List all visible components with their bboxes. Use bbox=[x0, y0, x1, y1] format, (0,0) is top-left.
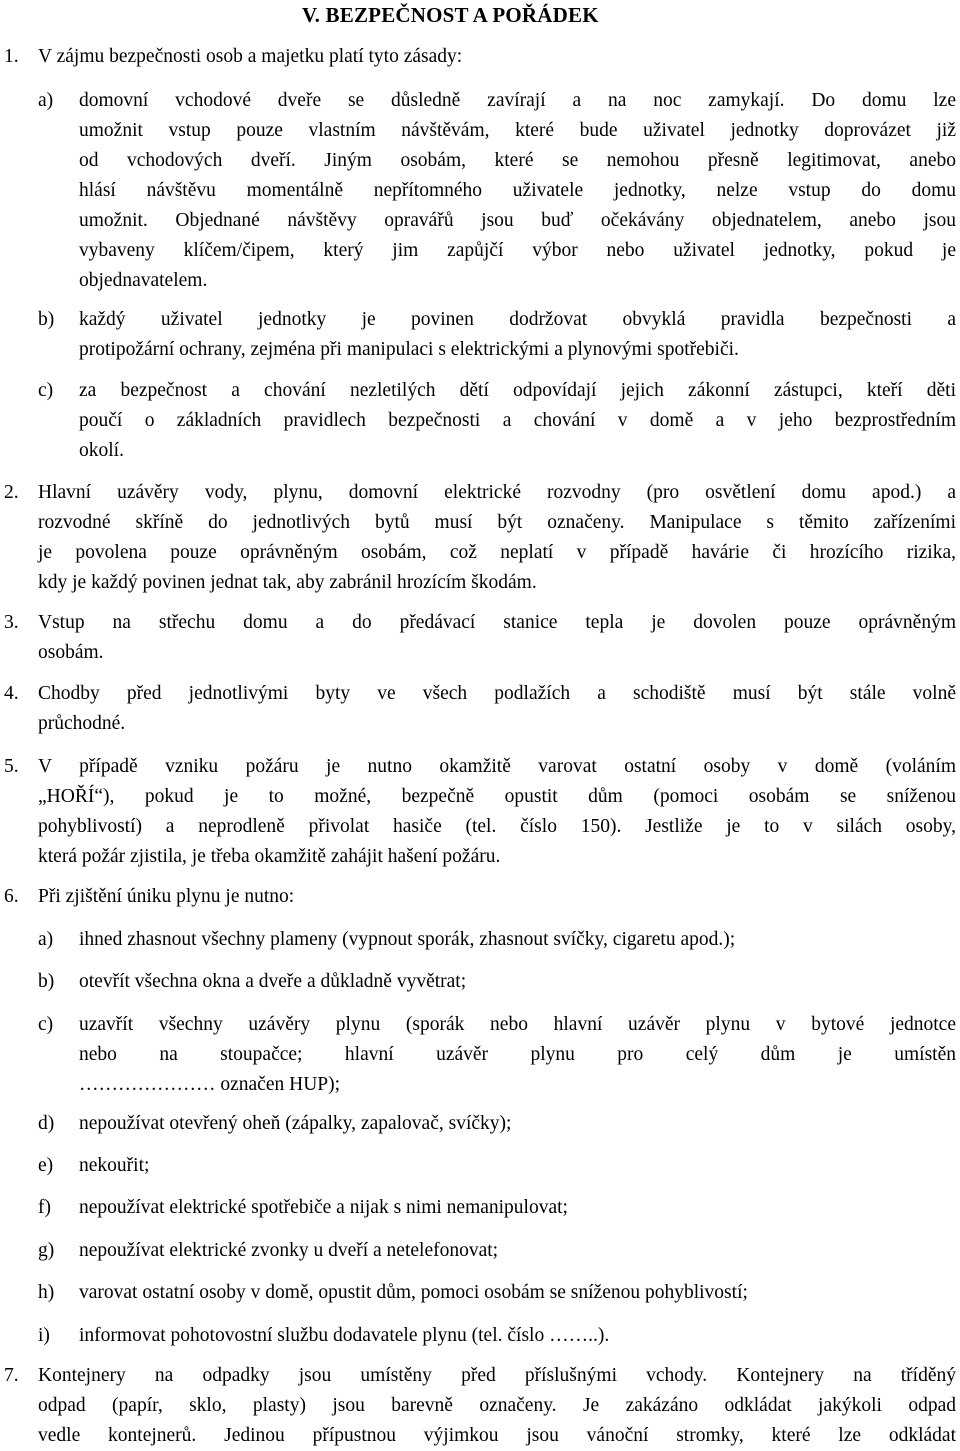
text-line: umožnit. Objednané návštěvy opravářů jsou buď očekávány objednatelem, anebo jsou bbox=[79, 210, 956, 231]
item-label: i) bbox=[38, 1325, 50, 1346]
item-label: h) bbox=[38, 1282, 55, 1303]
text-line: každý uživatel jednotky je povinen dodržovat obvyklá pravidla bezpečnosti a bbox=[79, 309, 956, 330]
text-line: Vstup na střechu domu a do předávací stanice tepla je dovolen pouze oprávněným bbox=[38, 612, 956, 633]
item-label: f) bbox=[38, 1197, 51, 1218]
section-heading: V. BEZPEČNOST A POŘÁDEK bbox=[302, 3, 599, 27]
text-line: za bezpečnost a chování nezletilých dětí odpovídají jejich zákonní zástupci, kteří děti bbox=[79, 380, 956, 401]
text-line: rozvodné skříně do jednotlivých bytů musí být označeny. Manipulace s těmito zařízeními bbox=[38, 512, 956, 533]
list-item-text: nekouřit; bbox=[79, 1155, 150, 1176]
list-item-text: nepoužívat elektrické zvonky u dveří a netelefonovat; bbox=[79, 1240, 499, 1261]
list-item-text: varovat ostatní osoby v domě, opustit dům, pomoci osobám se sníženou pohyblivostí; bbox=[79, 1282, 748, 1303]
paragraph bbox=[79, 305, 956, 365]
text-line: objednavatelem. bbox=[79, 270, 208, 291]
paragraph bbox=[38, 608, 956, 668]
item-label: d) bbox=[38, 1113, 55, 1134]
text-line: V případě vzniku požáru je nutno okamžitě varovat ostatní osoby v domě (voláním bbox=[38, 756, 956, 777]
text-line: od vchodových dveří. Jiným osobám, které se nemohou přesně legitimovat, anebo bbox=[79, 150, 956, 171]
text-line: domovní vchodové dveře se důsledně zavírají a na noc zamykají. Do domu lze bbox=[79, 90, 956, 111]
section-number: 5. bbox=[4, 756, 19, 777]
text-line: vedle kontejnerů. Jedinou přípustnou výjimkou jsou vánoční stromky, které lze odkládat bbox=[38, 1425, 956, 1446]
text-line: kdy je každý povinen jednat tak, aby zabránil hrozícím škodám. bbox=[38, 572, 537, 593]
text-line: Chodby před jednotlivými byty ve všech podlažích a schodiště musí být stále volně bbox=[38, 683, 956, 704]
text-line: pohyblivostí) a neprodleně přivolat hasiče (tel. číslo 150). Jestliže je to v silách osoby, bbox=[38, 816, 956, 837]
text-line: „HOŘÍ“), pokud je to možné, bezpečně opustit dům (pomoci osobám se sníženou bbox=[38, 786, 956, 807]
item-label: e) bbox=[38, 1155, 54, 1176]
text-line: umožnit vstup pouze vlastním návštěvám, které bude uživatel jednotky doprovázet již bbox=[79, 120, 956, 141]
text-line: která požár zjistila, je třeba okamžitě zahájit hašení požáru. bbox=[38, 846, 501, 867]
section-number: 7. bbox=[4, 1365, 19, 1386]
item-label: b) bbox=[38, 971, 55, 992]
paragraph bbox=[79, 1010, 956, 1100]
item-label: c) bbox=[38, 380, 54, 401]
text-line: odpad (papír, sklo, plasty) jsou barevně označeny. Je zakázáno odkládat jakýkoli odpad bbox=[38, 1395, 956, 1416]
section-number: 6. bbox=[4, 886, 19, 907]
section-number: 3. bbox=[4, 612, 19, 633]
paragraph bbox=[38, 1361, 956, 1451]
paragraph bbox=[79, 376, 956, 466]
list-item-text: ihned zhasnout všechny plameny (vypnout sporák, zhasnout svíčky, cigaretu apod.); bbox=[79, 929, 736, 950]
item-label: g) bbox=[38, 1240, 55, 1261]
text-line: okolí. bbox=[79, 440, 124, 461]
section-intro: V zájmu bezpečnosti osob a majetku platí tyto zásady: bbox=[38, 46, 463, 67]
section-number: 2. bbox=[4, 482, 19, 503]
text-line: uzavřít všechny uzávěry plynu (sporák nebo hlavní uzávěr plynu v bytové jednotce bbox=[79, 1014, 956, 1035]
section-intro: Při zjištění úniku plynu je nutno: bbox=[38, 886, 295, 907]
text-line: Kontejnery na odpadky jsou umístěny před příslušnými vchody. Kontejnery na tříděný bbox=[38, 1365, 956, 1386]
text-line: Hlavní uzávěry vody, plynu, domovní elektrické rozvodny (pro osvětlení domu apod.) a bbox=[38, 482, 956, 503]
text-line: poučí o základních pravidlech bezpečnosti a chování v domě a v jeho bezprostředním bbox=[79, 410, 956, 431]
paragraph bbox=[38, 752, 956, 872]
text-line: protipožární ochrany, zejména při manipulaci s elektrickými a plynovými spotřebiči. bbox=[79, 339, 739, 360]
text-line: průchodné. bbox=[38, 713, 126, 734]
item-label: a) bbox=[38, 929, 54, 950]
item-label: a) bbox=[38, 90, 54, 111]
text-line: nebo na stoupačce; hlavní uzávěr plynu pro celý dům je umístěn bbox=[79, 1044, 956, 1065]
list-item-text: nepoužívat elektrické spotřebiče a nijak s nimi nemanipulovat; bbox=[79, 1197, 568, 1218]
list-item-text: otevřít všechna okna a dveře a důkladně vyvětrat; bbox=[79, 971, 467, 992]
paragraph bbox=[38, 679, 956, 739]
section-number: 4. bbox=[4, 683, 19, 704]
paragraph bbox=[79, 86, 956, 296]
text-line: osobám. bbox=[38, 642, 104, 663]
text-line: ………………… označen HUP); bbox=[79, 1074, 341, 1095]
paragraph bbox=[38, 478, 956, 598]
item-label: c) bbox=[38, 1014, 54, 1035]
text-line: vybaveny klíčem/čipem, který jim zapůjčí výbor nebo uživatel jednotky, pokud je bbox=[79, 240, 956, 261]
list-item-text: informovat pohotovostní službu dodavatele plynu (tel. číslo ……..). bbox=[79, 1325, 610, 1346]
text-line: hlásí návštěvu momentálně nepřítomného uživatele jednotky, nelze vstup do domu bbox=[79, 180, 956, 201]
text-line: je povolena pouze oprávněným osobám, což neplatí v případě havárie či hrozícího rizika, bbox=[38, 542, 956, 563]
section-number: 1. bbox=[4, 46, 19, 67]
item-label: b) bbox=[38, 309, 55, 330]
list-item-text: nepoužívat otevřený oheň (zápalky, zapalovač, svíčky); bbox=[79, 1113, 512, 1134]
